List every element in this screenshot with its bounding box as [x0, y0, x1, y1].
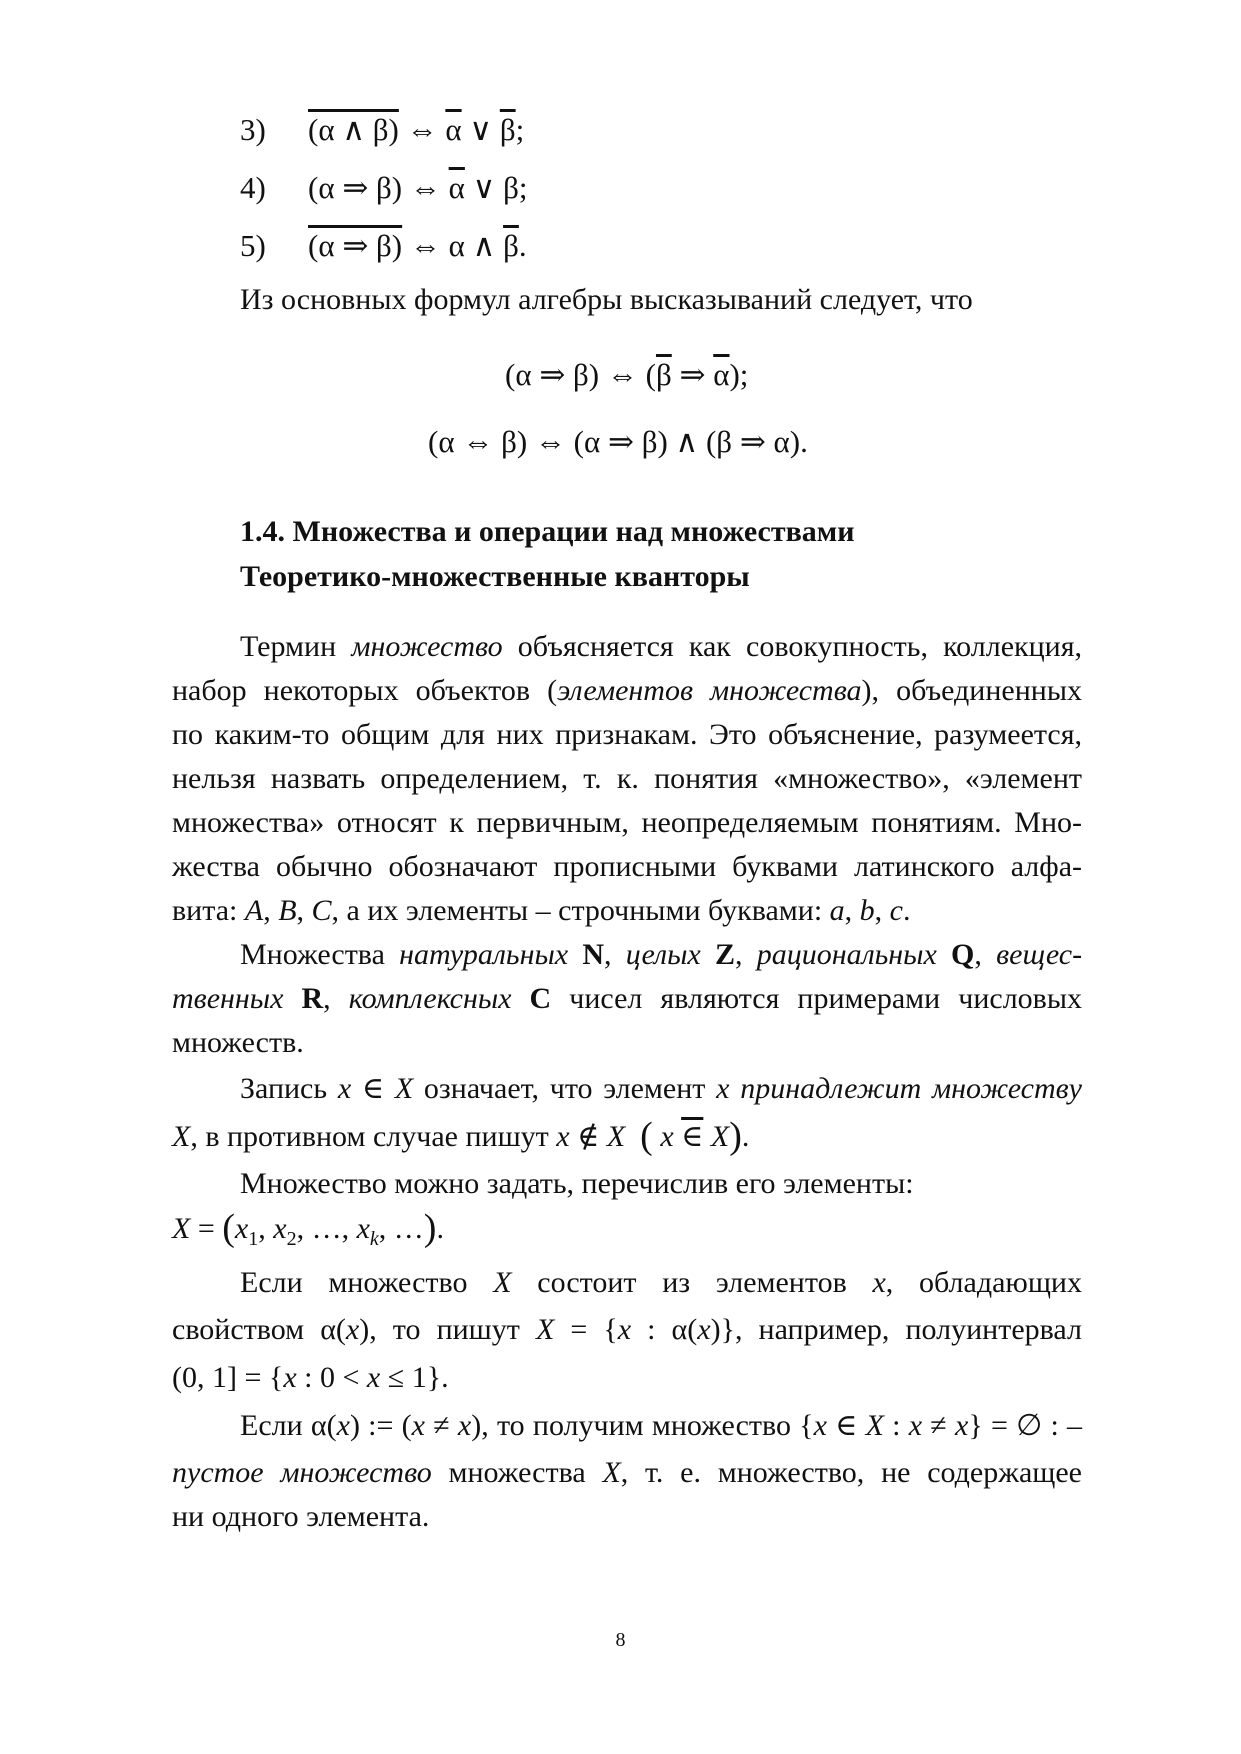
- paragraph-line: вита: A, B, C, а их элементы – строчными буквами: a, b, c.: [172, 894, 911, 927]
- paragraph-line: (0, 1] = {x : 0 < x ≤ 1}.: [172, 1361, 449, 1394]
- formula-body: (α ∧ β) ⇔ $\overline{\alpha}$ ∨ $\overline{\beta}$;: [308, 112, 525, 147]
- paragraph-line: пустое множество множества X, т. е. множество, не содержащее: [172, 1456, 1083, 1489]
- paragraph-line: множества» относят к первичным, неопределяемым понятиям. Мно-: [172, 806, 1082, 839]
- formula-number: 5): [240, 228, 266, 263]
- display-formula-2: (α ⇔ β) ⇔ (α ⇒ β) ∧ (β ⇒ α).: [428, 424, 808, 459]
- paragraph-line: набор некоторых объектов (элементов множества), объединенных: [172, 674, 1082, 707]
- formula-number: 4): [240, 170, 266, 205]
- section-subtitle: Теоретико-множественные кванторы: [240, 560, 750, 593]
- paragraph-line: Если множество X состоит из элементов x, обладающих: [240, 1266, 1082, 1299]
- paragraph-line: твенных R, комплексных C чисел являются примерами числовых: [172, 982, 1083, 1015]
- paragraph-line: Множество можно задать, перечислив его элементы:: [240, 1167, 914, 1200]
- paragraph-line: по каким-то общим для них признакам. Это объяснение, разумеется,: [172, 718, 1082, 751]
- formula-number: 3): [240, 112, 266, 147]
- paragraph-line: множеств.: [172, 1026, 304, 1059]
- paragraph-line: $X = (x_1$, $x_2$, …, $x_k$, …).: [172, 1207, 444, 1250]
- paragraph-line: Множества натуральных N, целых Z, рациональных Q, вещес-: [240, 938, 1083, 971]
- paragraph-line: Термин множество объясняется как совокупность, коллекция,: [240, 630, 1083, 663]
- paragraph-line: нельзя назвать определением, т. к. понятия «множество», «элемент: [172, 762, 1082, 795]
- paragraph-line: Запись x ∈ X означает, что элемент x принадлежит множеству: [240, 1072, 1083, 1105]
- display-formula-1: (α ⇒ β) ⇔ ($\overline{\beta}$ ⇒ $\overline{\alpha}$);: [505, 357, 749, 392]
- formula-4: [240, 168, 527, 208]
- paragraph-line: ни одного элемента.: [172, 1500, 430, 1533]
- formula-body: (α ⇒ β) ⇔ $\overline{\alpha}$ ∨ β;: [308, 170, 528, 205]
- paragraph-line: X, в противном случае пишут x ∉ X ( x ∈ X).: [172, 1115, 750, 1157]
- paragraph-line: жества обычно обозначают прописными буквами латинского алфа-: [172, 850, 1082, 883]
- paragraph-line: Если α(x) := (x ≠ x), то получим множество {x ∈ X : x ≠ x} = ∅ : –: [240, 1409, 1083, 1442]
- section-title: 1.4. Множества и операции над множествами: [240, 515, 855, 548]
- formula-body: (α ⇒ β) ⇔ α ∧ $\overline{\beta}$.: [308, 228, 527, 263]
- formula-3: [240, 110, 524, 150]
- page-number: 8: [615, 1629, 626, 1651]
- lead-sentence: Из основных формул алгебры высказываний следует, что: [240, 283, 973, 316]
- formula-5: [240, 226, 527, 266]
- paragraph-line: свойством α(x), то пишут X = {x : α(x)}, например, полуинтервал: [172, 1313, 1082, 1346]
